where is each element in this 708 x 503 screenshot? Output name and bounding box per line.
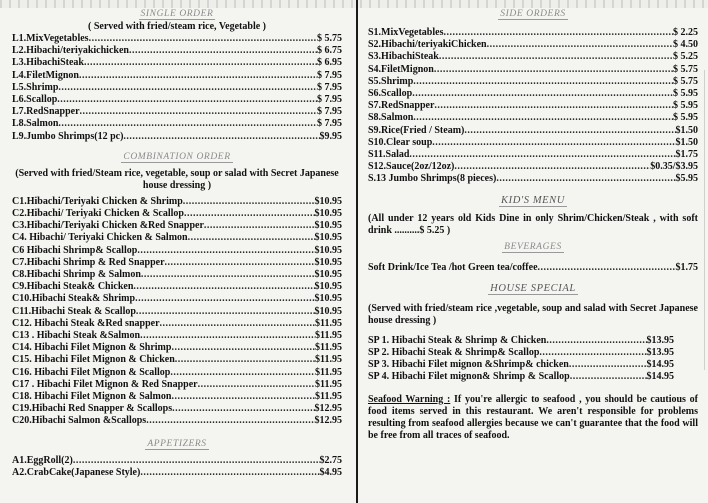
menu-item-price: $11.95 [315, 317, 342, 329]
menu-item-name: C17 . Hibachi Filet Mignon & Red Snapper [12, 378, 198, 390]
dot-leader [198, 379, 315, 391]
menu-item-name: C4. Hibachi/ Teriyaki Chicken & Salmon [12, 232, 188, 244]
side-order-item [368, 27, 698, 39]
combination-order-item [12, 391, 342, 403]
side-orders-heading: SIDE ORDERS [500, 9, 566, 19]
combination-order-item [12, 318, 342, 330]
beverages-heading: BEVERAGES [504, 241, 562, 252]
dot-leader [140, 467, 319, 479]
combination-order-item [12, 196, 342, 208]
appetizers-heading: APPETIZERS [147, 438, 207, 449]
menu-item-price: $ 6.95 [317, 57, 342, 69]
menu-item-name: C7.Hibachi Shrimp & Red Snapper [12, 256, 165, 268]
dot-leader [73, 455, 320, 467]
dot-leader [434, 100, 673, 112]
appetizer-item [12, 467, 342, 479]
menu-item-name: SP 4. Hibachi Filet mignon& Shrimp & Scallop [368, 371, 570, 383]
combination-order-item [12, 342, 342, 354]
menu-item-price: $10.95 [314, 281, 342, 293]
combination-order-list [12, 196, 342, 428]
menu-item-price: $ 5.95 [673, 88, 698, 100]
combination-order-item [12, 232, 342, 244]
menu-item-name: C11.Hibachi Steak & Scallop [12, 305, 136, 317]
menu-item-price: $4.95 [319, 466, 342, 478]
combination-order-heading: COMBINATION ORDER [123, 151, 231, 162]
dot-leader [413, 76, 673, 88]
combination-order-item [12, 403, 342, 415]
single-order-item [12, 45, 342, 57]
menu-item-name: L1.MixVegetables [12, 33, 89, 44]
combination-order-item [12, 306, 342, 318]
dot-leader [569, 359, 647, 371]
kids-menu-heading: KID'S MENU [501, 194, 565, 206]
dot-leader [188, 232, 315, 244]
menu-item-name: S8.Salmon [368, 112, 414, 124]
dot-leader [454, 161, 650, 173]
menu-item-name: S.13 Jumbo Shrimps(8 pieces) [368, 173, 497, 185]
menu-item-price: $10.95 [314, 305, 342, 317]
menu-item-name: A1.EggRoll(2) [12, 454, 73, 466]
dot-leader [409, 149, 675, 161]
dot-leader [546, 335, 646, 347]
dot-leader [204, 220, 315, 232]
menu-left-page [12, 8, 342, 479]
menu-item-price: $11.95 [315, 330, 342, 342]
menu-item-price: $13.95 [646, 347, 674, 359]
house-special-item [368, 347, 674, 359]
menu-item-price: $10.95 [314, 208, 342, 220]
kids-menu-note: (All under 12 years old Kids Dine in only Shrim/Chicken/Steak , with soft drink ..........$ 5.25 ) [368, 212, 698, 236]
menu-item-name: L7.RedSnapper [12, 106, 80, 118]
single-order-heading: SINGLE ORDER [140, 9, 214, 19]
menu-item-name: C16. Hibachi Filet Mignon & Scallop [12, 366, 171, 378]
menu-item-price: $10.95 [314, 269, 342, 281]
menu-item-price: $11.95 [315, 378, 342, 390]
menu-item-price: $9.95 [319, 130, 342, 142]
dot-leader [165, 257, 315, 269]
menu-item-name: SP 1. Hibachi Steak & Shrimp & Chicken [368, 334, 547, 346]
menu-item-name: Soft Drink/Ice Tea /hot Green tea/coffee [368, 261, 538, 273]
house-special-item [368, 335, 674, 347]
single-order-list [12, 33, 342, 143]
menu-item-name: C12. Hibachi Steak &Red snapper [12, 317, 160, 329]
dot-leader [57, 94, 317, 106]
dot-leader [443, 27, 673, 39]
menu-item-name: L5.Shrimp [12, 81, 59, 93]
menu-item-name: C1.Hibachi/Teriyaki Chicken & Shrimp [12, 195, 183, 207]
dot-leader [171, 391, 315, 403]
dot-leader [464, 125, 675, 137]
side-order-item [368, 100, 698, 112]
dot-leader [487, 39, 673, 51]
menu-item-name: L6.Scallop [12, 94, 58, 106]
menu-item-price: $ 7.95 [317, 118, 342, 130]
menu-item-name: S3.HibachiSteak [368, 51, 439, 63]
seafood-warning-text: If you're allergic to seafood , you should be cautious of food items served in this restaurant. We aren't responsible for problems resulting from seafood allergies because we can't guarantee that the food will be free from all traces of seafood. [368, 393, 698, 441]
menu-item-name: S12.Sauce(2oz/12oz) [368, 161, 455, 173]
combination-order-item [12, 269, 342, 281]
menu-item-name: C8.Hibachi Shrimp & Salmon [12, 269, 141, 281]
menu-item-name: C14. Hibachi Filet Mignon & Shrimp [12, 342, 172, 354]
dot-leader [538, 262, 676, 274]
dot-leader [432, 137, 675, 149]
menu-item-price: $1.75 [675, 149, 698, 161]
single-order-item [12, 33, 342, 45]
menu-item-price: $ 5.95 [673, 100, 698, 112]
menu-item-price: $ 7.95 [317, 81, 342, 93]
menu-item-name: SP 3. Hibachi Filet mignon &Shrimp& chicken [368, 359, 569, 371]
dot-leader [89, 33, 317, 45]
dot-leader [136, 306, 315, 318]
menu-item-price: $ 4.50 [673, 39, 698, 51]
dot-leader [413, 112, 673, 124]
dot-leader [172, 403, 314, 415]
menu-item-price: $13.95 [646, 334, 674, 346]
side-order-item [368, 51, 698, 63]
menu-item-name: C9.Hibachi Steak& Chicken [12, 281, 134, 293]
house-special-list [368, 335, 698, 384]
dot-leader [434, 64, 673, 76]
side-order-item [368, 76, 698, 88]
combination-order-note: (Served with fried/Steam rice, vegetable, soup or salad with Secret Japanese house dressing ) [15, 167, 339, 191]
menu-item-price: $5.95 [675, 173, 698, 185]
side-order-item [368, 137, 698, 149]
combination-order-item [12, 415, 342, 427]
menu-item-price: $10.95 [314, 293, 342, 305]
dot-leader [140, 330, 315, 342]
menu-item-name: A2.CrabCake(Japanese Style) [12, 466, 141, 478]
menu-item-price: $10.95 [314, 195, 342, 207]
menu-item-name: C19.Hibachi Red Snapper & Scallops [12, 403, 173, 415]
menu-item-name: SP 2. Hibachi Steak & Shrimp& Scallop [368, 347, 540, 359]
single-order-item [12, 70, 342, 82]
dot-leader [439, 51, 673, 63]
menu-item-price: $ 7.95 [317, 106, 342, 118]
menu-item-name: L4.FiletMignon [12, 69, 79, 81]
combination-order-item [12, 330, 342, 342]
side-order-item [368, 39, 698, 51]
scan-artifact-top [0, 0, 708, 8]
combination-order-item [12, 379, 342, 391]
beverages-list [368, 262, 698, 274]
dot-leader [137, 245, 314, 257]
single-order-item [12, 82, 342, 94]
menu-item-price: $12.95 [314, 403, 342, 415]
dot-leader [129, 45, 317, 57]
menu-item-price: $10.95 [314, 244, 342, 256]
dot-leader [141, 269, 315, 281]
dot-leader [412, 88, 673, 100]
menu-item-price: $ 7.95 [317, 94, 342, 106]
appetizer-item [12, 455, 342, 467]
dot-leader [539, 347, 646, 359]
side-orders-list [368, 27, 698, 186]
side-order-item [368, 64, 698, 76]
dot-leader [146, 415, 314, 427]
menu-item-price: $11.95 [315, 391, 342, 403]
menu-item-name: C15. Hibachi Filet Mignon & Chicken [12, 354, 175, 366]
combination-order-item [12, 220, 342, 232]
combination-order-item [12, 354, 342, 366]
single-order-item [12, 94, 342, 106]
combination-order-item [12, 367, 342, 379]
menu-item-name: S11.Salad [368, 149, 410, 161]
menu-item-price: $14.95 [646, 359, 674, 371]
menu-item-name: C18. Hibachi Filet Mignon & Salmon [12, 391, 172, 403]
menu-right-page [368, 8, 698, 442]
seafood-warning-title: Seafood Warning : [368, 393, 451, 405]
single-order-item [12, 131, 342, 143]
dot-leader [80, 106, 317, 118]
menu-item-name: S9.Rice(Fried / Steam) [368, 124, 465, 136]
single-order-item [12, 106, 342, 118]
menu-item-price: $ 5.95 [673, 112, 698, 124]
menu-item-name: L2.Hibachi/teriyakichicken [12, 45, 129, 57]
dot-leader [79, 70, 317, 82]
house-special-item [368, 359, 674, 371]
combination-order-item [12, 208, 342, 220]
dot-leader [84, 57, 317, 69]
menu-item-price: $0.35/$3.95 [650, 161, 698, 173]
dot-leader [175, 354, 315, 366]
menu-item-price: $1.50 [675, 124, 698, 136]
menu-item-name: C3.Hibachi/Teriyaki Chicken &Red Snapper [12, 220, 204, 232]
dot-leader [170, 367, 315, 379]
combination-order-item [12, 293, 342, 305]
house-special-note: (Served with fried/steam rice ,vegetable, soup and salad with Secret Japanese house dressing ) [368, 302, 698, 326]
side-order-item [368, 149, 698, 161]
single-order-item [12, 57, 342, 69]
menu-item-name: C10.Hibachi Steak& Shrimp [12, 293, 136, 305]
menu-item-price: $2.75 [319, 454, 342, 466]
side-order-item [368, 112, 698, 124]
appetizers-list [12, 455, 342, 479]
menu-item-name: C2.Hibachi/ Teriyaki Chicken & Scallop [12, 208, 184, 220]
menu-item-name: S5.Shrimp [368, 75, 414, 87]
menu-item-name: C6 Hibachi Shrimp& Scallop [12, 244, 138, 256]
menu-item-name: C13 . Hibachi Steak &Salmon [12, 330, 141, 342]
menu-item-price: $10.95 [314, 256, 342, 268]
side-order-item [368, 88, 698, 100]
side-order-item [368, 125, 698, 137]
menu-item-name: L8.Salmon [12, 118, 59, 130]
menu-item-price: $ 5.75 [673, 63, 698, 75]
single-order-item [12, 118, 342, 130]
beverage-item [368, 262, 698, 274]
dot-leader [171, 342, 315, 354]
dot-leader [184, 208, 315, 220]
menu-item-price: $11.95 [315, 342, 342, 354]
menu-item-price: $ 7.95 [317, 69, 342, 81]
menu-item-price: $11.95 [315, 354, 342, 366]
menu-item-price: $12.95 [314, 415, 342, 427]
menu-item-price: $11.95 [315, 366, 342, 378]
dot-leader [58, 118, 317, 130]
menu-item-price: $ 5.75 [317, 33, 342, 44]
page-divider [356, 0, 358, 503]
menu-item-price: $1.50 [675, 136, 698, 148]
house-special-item [368, 371, 674, 383]
menu-item-name: S7.RedSnapper [368, 100, 435, 112]
dot-leader [160, 318, 316, 330]
dot-leader [135, 293, 314, 305]
menu-item-name: C20.Hibachi Salmon &Scallops [12, 415, 147, 427]
menu-item-price: $ 5.25 [673, 51, 698, 63]
menu-item-price: $ 6.75 [317, 45, 342, 57]
menu-item-name: S4.FiletMignon [368, 63, 434, 75]
menu-item-name: S10.Clear soup [368, 136, 433, 148]
dot-leader [133, 281, 314, 293]
dot-leader [496, 173, 675, 185]
combination-order-item [12, 245, 342, 257]
menu-item-price: $14.95 [646, 371, 674, 383]
scan-edge-line [704, 70, 705, 370]
menu-item-price: $1.75 [675, 261, 698, 273]
menu-item-name: S2.Hibachi/teriyakiChicken [368, 39, 487, 51]
menu-item-name: L9.Jumbo Shrimps(12 pc) [12, 130, 124, 142]
single-order-note: ( Served with fried/steam rice, Vegetable ) [87, 21, 266, 32]
house-special-heading: HOUSE SPECIAL [490, 282, 576, 294]
seafood-warning [368, 394, 698, 442]
dot-leader [58, 82, 317, 94]
side-order-item [368, 173, 698, 185]
dot-leader [570, 371, 647, 383]
menu-item-price: $10.95 [314, 220, 342, 232]
menu-item-name: S1.MixVegetables [368, 27, 444, 38]
combination-order-item [12, 257, 342, 269]
menu-item-name: S6.Scallop [368, 88, 413, 100]
menu-item-price: $ 5.75 [673, 75, 698, 87]
menu-item-price: $ 2.25 [673, 27, 698, 38]
menu-item-name: L3.HibachiSteak [12, 57, 84, 69]
dot-leader [123, 131, 319, 143]
menu-item-price: $10.95 [314, 232, 342, 244]
side-order-item [368, 161, 698, 173]
combination-order-item [12, 281, 342, 293]
dot-leader [183, 196, 315, 208]
